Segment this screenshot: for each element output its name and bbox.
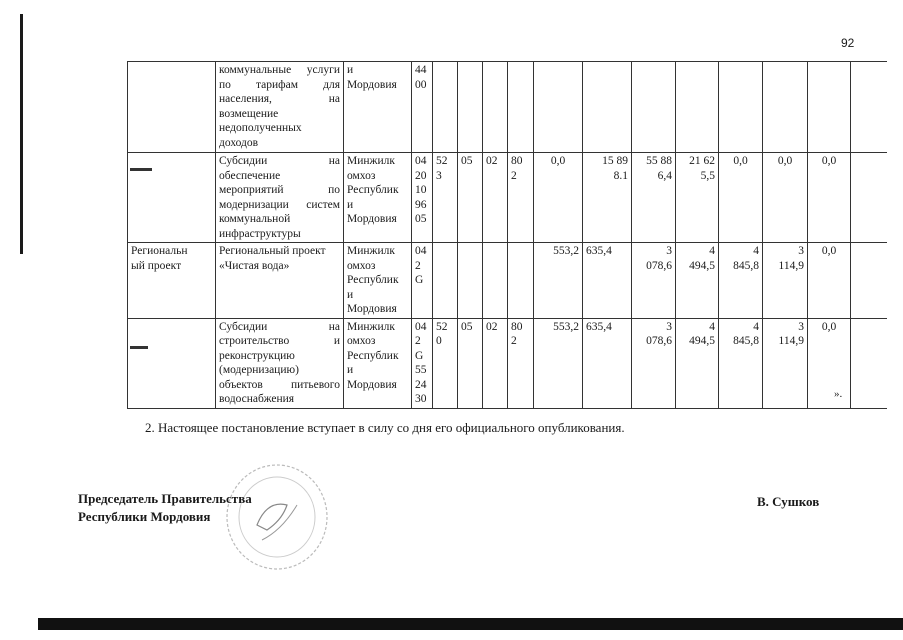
budget-table xyxy=(127,61,887,409)
margin-mark xyxy=(130,168,152,171)
table-cell: 05 xyxy=(458,153,483,243)
table-cell: 4 494,5 xyxy=(676,243,719,319)
table-cell: 04 2 G xyxy=(412,243,433,319)
table-row xyxy=(128,243,888,319)
table-cell xyxy=(483,62,508,153)
table-cell: 3 078,6 xyxy=(632,318,676,408)
table-cell xyxy=(458,243,483,319)
table-cell xyxy=(808,62,851,153)
table-cell xyxy=(128,153,216,243)
table-cell: 52 3 xyxy=(433,153,458,243)
closing-quote: ». xyxy=(834,388,843,400)
table-cell: Минжилк омхоз Республик и Мордовия xyxy=(344,318,412,408)
table-cell xyxy=(483,243,508,319)
table-cell xyxy=(851,153,888,243)
table-cell: 04 2 G 55 24 30 xyxy=(412,318,433,408)
table-row xyxy=(128,318,888,408)
table-cell: 44 00 xyxy=(412,62,433,153)
table-cell: 02 xyxy=(483,318,508,408)
table-cell: 52 0 xyxy=(433,318,458,408)
table-cell xyxy=(632,62,676,153)
table-cell xyxy=(676,62,719,153)
table-cell: 21 62 5,5 xyxy=(676,153,719,243)
table-cell: 4 845,8 xyxy=(719,243,763,319)
table-cell: коммунальные услуги по тарифам для населения, на возмещение недополученных доходов xyxy=(216,62,344,153)
table-cell xyxy=(534,62,583,153)
table-cell: 3 114,9 xyxy=(763,318,808,408)
table-cell: 0,0 xyxy=(534,153,583,243)
table-cell: Региональный проект «Чистая вода» xyxy=(216,243,344,319)
table-row xyxy=(128,153,888,243)
table-cell xyxy=(763,62,808,153)
table-cell xyxy=(128,62,216,153)
table-cell: 3 114,9 xyxy=(763,243,808,319)
table-cell: 0,0 xyxy=(808,153,851,243)
table-cell: 4 845,8 xyxy=(719,318,763,408)
table-cell xyxy=(719,62,763,153)
table-row xyxy=(128,62,888,153)
table-cell: 55 88 6,4 xyxy=(632,153,676,243)
signature-name: В. Сушков xyxy=(757,494,820,509)
table-cell: 15 89 8.1 xyxy=(583,153,632,243)
scan-bottom-bar xyxy=(38,618,903,630)
table-cell: Субсидии на строительство и реконструкцию (модернизацию) объектов питьевого водоснабжения xyxy=(216,318,344,408)
table-cell: 80 2 xyxy=(508,153,534,243)
table-cell: 553,2 xyxy=(534,318,583,408)
table-cell: 02 xyxy=(483,153,508,243)
table-cell: Региональн ый проект xyxy=(128,243,216,319)
table-cell: Минжилк омхоз Республик и Мордовия xyxy=(344,153,412,243)
table-cell: 4 494,5 xyxy=(676,318,719,408)
table-cell: 635,4 xyxy=(583,243,632,319)
table-cell: Субсидии на обеспечение мероприятий по модернизации систем коммунальной инфраструктуры xyxy=(216,153,344,243)
table-cell xyxy=(583,62,632,153)
table-cell: 635,4 xyxy=(583,318,632,408)
table-cell: 3 078,6 xyxy=(632,243,676,319)
resolution-paragraph: 2. Настоящее постановление вступает в силу со дня его официального опубликования. xyxy=(145,420,625,435)
table-cell: и Мордовия xyxy=(344,62,412,153)
table-cell: Минжилк омхоз Республик и Мордовия xyxy=(344,243,412,319)
table-cell xyxy=(128,318,216,408)
table-cell xyxy=(851,62,888,153)
table-cell xyxy=(508,62,534,153)
table-cell: 05 xyxy=(458,318,483,408)
table-cell xyxy=(458,62,483,153)
table-cell: 0,0 xyxy=(719,153,763,243)
table-cell xyxy=(433,62,458,153)
table-cell: 553,2 xyxy=(534,243,583,319)
scan-margin-bar xyxy=(20,14,23,254)
table-cell xyxy=(508,243,534,319)
table-cell xyxy=(433,243,458,319)
table-cell: 0,0 xyxy=(808,318,851,408)
table-cell: 04 20 10 96 05 xyxy=(412,153,433,243)
table-cell xyxy=(851,318,888,408)
table-cell: 80 2 xyxy=(508,318,534,408)
table-cell: 0,0 xyxy=(763,153,808,243)
table-cell: 0,0 xyxy=(808,243,851,319)
table-cell xyxy=(851,243,888,319)
margin-mark xyxy=(130,346,148,349)
signature-title: Председатель Правительства Республики Мордовия xyxy=(78,491,252,524)
page-number: 92 xyxy=(841,36,855,50)
